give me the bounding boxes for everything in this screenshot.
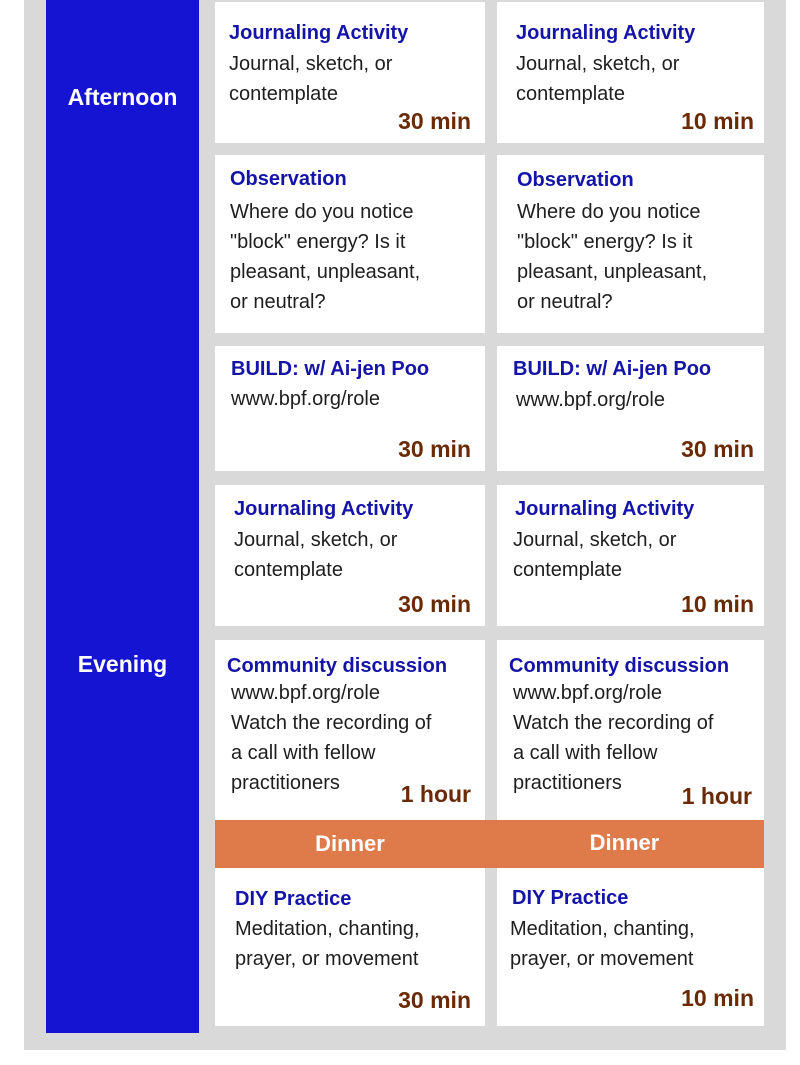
dinner-bar: Dinner (485, 820, 764, 868)
card-title: DIY Practice (512, 887, 629, 909)
schedule-card (215, 2, 485, 143)
card-description: Meditation, chanting, prayer, or movement (235, 918, 420, 970)
schedule-card (215, 346, 485, 471)
card-description: Journal, sketch, or contemplate (229, 53, 393, 105)
card-description: Journal, sketch, or contemplate (513, 529, 677, 581)
card-duration: 1 hour (681, 783, 752, 809)
card-duration: 10 min (681, 591, 754, 617)
card-title: DIY Practice (235, 888, 352, 910)
card-title: Journaling Activity (229, 22, 409, 44)
schedule-card (497, 485, 764, 626)
schedule-card (215, 868, 485, 1026)
card-duration: 30 min (398, 591, 471, 617)
card-duration: 10 min (681, 985, 754, 1011)
card-title: Journaling Activity (516, 22, 696, 44)
schedule-card (497, 868, 764, 1026)
schedule-card (497, 346, 764, 471)
schedule-card (215, 640, 485, 820)
card-description: Where do you notice "block" energy? Is it pleasant, unpleasant, or neutral? (230, 201, 421, 313)
schedule-card (497, 2, 764, 143)
card-duration: 1 hour (400, 781, 471, 807)
card-duration: 30 min (398, 987, 471, 1013)
card-description: www.bpf.org/role Watch the recording of a call with fellow practitioners (513, 682, 714, 794)
card-title: BUILD: w/ Ai-jen Poo (231, 358, 430, 380)
dinner-bar: Dinner (215, 820, 485, 868)
period-label-afternoon: Afternoon (67, 84, 178, 110)
schedule-card (497, 640, 764, 820)
card-title: Observation (230, 168, 347, 190)
time-of-day-column (46, 0, 199, 1033)
card-title: BUILD: w/ Ai-jen Poo (513, 358, 712, 380)
schedule-card (497, 155, 764, 333)
card-duration: 30 min (398, 436, 471, 462)
card-description: Meditation, chanting, prayer, or movement (510, 918, 695, 970)
card-duration: 30 min (398, 108, 471, 134)
card-title: Journaling Activity (234, 498, 414, 520)
card-description: www.bpf.org/role (516, 389, 665, 411)
card-duration: 30 min (681, 436, 754, 462)
card-description: Journal, sketch, or contemplate (234, 529, 398, 581)
card-description: Journal, sketch, or contemplate (516, 53, 680, 105)
card-title: Observation (517, 169, 634, 191)
schedule-card (215, 485, 485, 626)
card-description: Where do you notice "block" energy? Is it pleasant, unpleasant, or neutral? (517, 201, 708, 313)
card-title: Journaling Activity (515, 498, 695, 520)
card-description: www.bpf.org/role (231, 388, 380, 410)
period-label-evening: Evening (77, 651, 168, 677)
schedule-card (215, 155, 485, 333)
card-title: Community discussion (227, 655, 448, 677)
card-title: Community discussion (509, 655, 730, 677)
card-description: www.bpf.org/role Watch the recording of a call with fellow practitioners (231, 682, 432, 794)
card-duration: 10 min (681, 108, 754, 134)
